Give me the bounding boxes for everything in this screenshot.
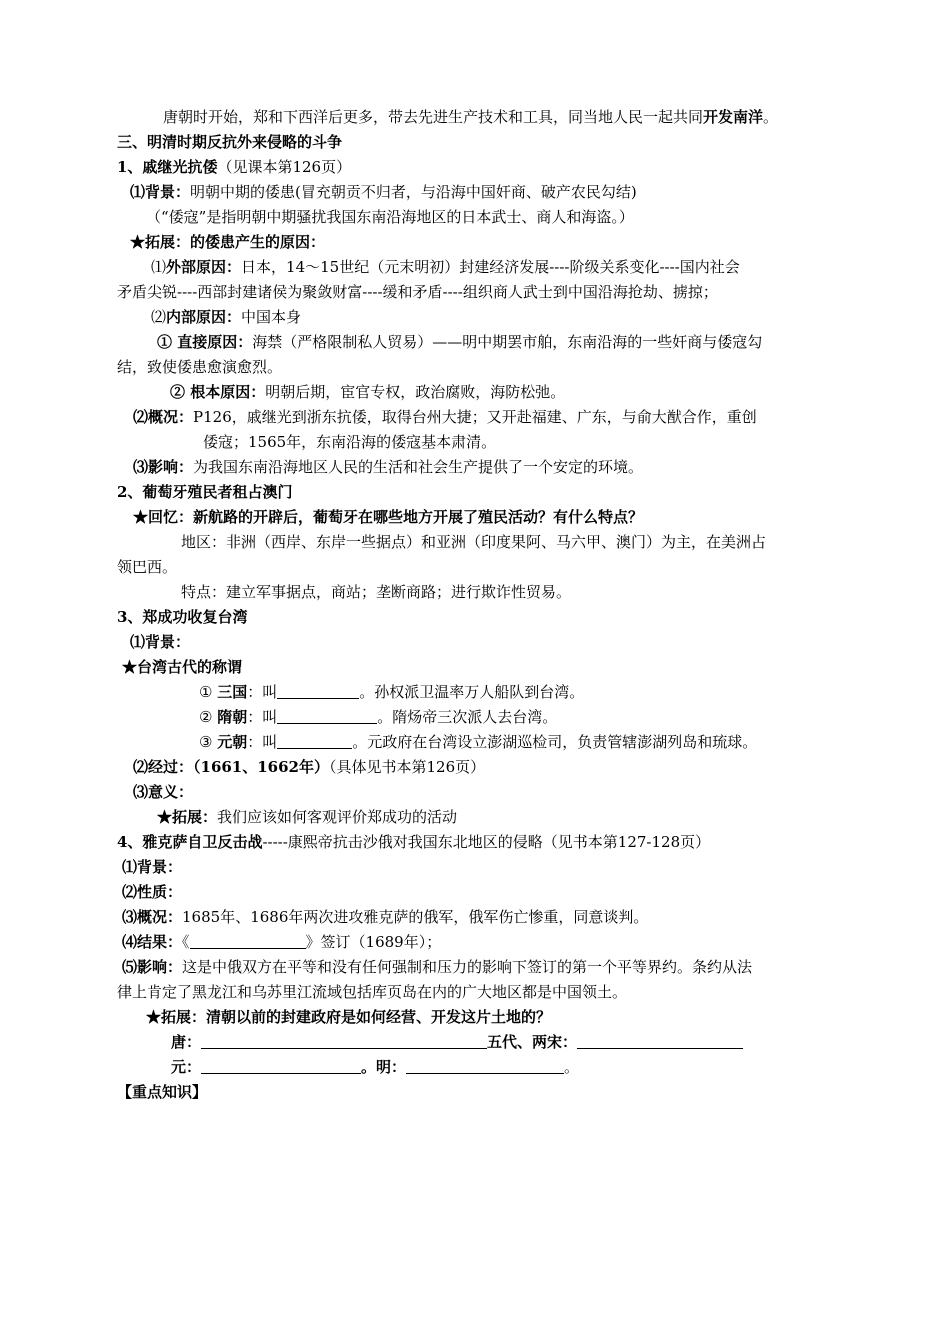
label: 内部原因： [166, 308, 242, 326]
answer-blank[interactable] [201, 1058, 361, 1074]
line-wokou-definition: （“倭寇”是指明朝中期骚扰我国东南沿海地区的日本武士、商人和海盗。） [146, 208, 634, 226]
text: 》签订（1689年）； [305, 933, 442, 951]
line-background-4: ⑴背景： [122, 858, 183, 876]
note: （具体见书本第126页） [329, 758, 486, 776]
text: 我们应该如何客观评价郑成功的活动 [217, 808, 458, 826]
label: ⑶影响： [133, 458, 194, 476]
label: ⑶概况： [122, 908, 183, 926]
line-external-cause [151, 257, 740, 277]
line-overview [133, 407, 757, 427]
label: 元： [171, 1058, 202, 1076]
label: ★拓展： [157, 808, 218, 826]
line-significance: ⑶意义： [133, 783, 194, 801]
text: 日本，14～15世纪（元末明初）封建经济发展----阶级关系变化----国内社会 [241, 258, 740, 276]
label: ⑵经过：（1661、1662年） [133, 758, 329, 776]
label: 三国 [217, 683, 248, 701]
text: 中国本身 [241, 308, 302, 326]
key-knowledge-heading: 【重点知识】 [117, 1083, 208, 1101]
line-direct-cause-cont: 结，致使倭患愈演愈烈。 [117, 358, 283, 376]
treaty-blank[interactable] [190, 933, 306, 949]
line-regions: 地区：非洲（西岸、东岸一些据点）和亚洲（印度果阿、马六甲、澳门）为主，在美洲占 [181, 533, 767, 551]
line-impact [133, 457, 643, 477]
label: ⑴背景： [130, 183, 191, 201]
answer-blank[interactable] [201, 1033, 487, 1049]
text: -----康熙帝抗击沙俄对我国东北地区的侵略（见书本第127-128页） [262, 833, 711, 851]
text: ：叫 [247, 708, 278, 726]
text: 唐朝时开始，郑和下西洋后更多，带去先进生产技术和工具，同当地人民一起共同 [163, 108, 704, 126]
text: P126，戚继光到浙东抗倭，取得台州大捷；又开赴福建、广东，与俞大猷合作，重创 [193, 408, 757, 426]
answer-blank[interactable] [277, 708, 377, 724]
line-regions-cont: 领巴西。 [117, 558, 178, 576]
label: 。明： [361, 1058, 407, 1076]
answer-blank[interactable] [277, 733, 352, 749]
text: ：叫 [247, 733, 278, 751]
extension-heading: ★拓展：的倭患产生的原因： [130, 233, 326, 251]
topic-heading-1 [117, 157, 351, 177]
label: ⑷结果： [122, 933, 183, 951]
text: 。 [564, 1058, 580, 1076]
line-tang-songs [171, 1032, 743, 1052]
line-root-cause [170, 382, 565, 402]
text: 。孙权派卫温率万人船队到台湾。 [359, 683, 585, 701]
text: 。 [763, 108, 779, 126]
line-direct-cause [157, 332, 762, 352]
text: 。隋炀帝三次派人去台湾。 [377, 708, 558, 726]
line-extension-zheng [157, 807, 457, 827]
line-nature: ⑵性质： [122, 883, 183, 901]
index: ① [199, 683, 218, 701]
index: ② [199, 708, 218, 726]
extension-question-4: ★拓展：清朝以前的封建政府是如何经营、开发这片土地的？ [146, 1008, 552, 1026]
line-overview-4 [122, 907, 648, 927]
line-impact-4 [122, 957, 752, 977]
line-background [130, 182, 637, 202]
keyword: 开发南洋 [703, 108, 764, 126]
line-result [122, 932, 441, 952]
note: （见课本第126页） [217, 158, 352, 176]
answer-blank[interactable] [577, 1033, 743, 1049]
text: 为我国东南沿海地区人民的生活和社会生产提供了一个安定的环境。 [193, 458, 644, 476]
label: 隋朝 [217, 708, 248, 726]
text: 1685年、1686年两次进攻雅克萨的俄军，俄军伤亡惨重，同意谈判。 [182, 908, 649, 926]
line-yuan-dynasty [199, 732, 757, 752]
answer-blank[interactable] [406, 1058, 564, 1074]
line-internal-cause [151, 307, 301, 327]
line-overview-cont: 倭寇；1565年，东南沿海的倭寇基本肃清。 [203, 433, 497, 451]
line-three-kingdoms [199, 682, 584, 702]
section-heading-3: 三、明清时期反抗外来侵略的斗争 [117, 133, 343, 151]
text: 。元政府在台湾设立澎湖巡检司，负责管辖澎湖列岛和琉球。 [352, 733, 758, 751]
line-sui-dynasty [199, 707, 557, 727]
topic-heading-3: 3、郑成功收复台湾 [117, 608, 248, 626]
recall-question: ★回忆：新航路的开辟后，葡萄牙在哪些地方开展了殖民活动？有什么特点？ [133, 508, 644, 526]
text: 明朝后期，宦官专权，政治腐败，海防松弛。 [265, 383, 566, 401]
text: 海禁（严格限制私人贸易）——明中期罢市舶，东南沿海的一些奸商与倭寇勾 [252, 333, 763, 351]
line-external-cause-cont: 矛盾尖锐----西部封建诸侯为聚敛财富----缓和矛盾----组织商人武士到中国沿海抢劫、掳掠； [117, 283, 718, 301]
label: ② 根本原因： [170, 383, 266, 401]
label: ⑸影响： [122, 958, 183, 976]
line-yuan-ming [171, 1057, 579, 1077]
index: ⑴ [151, 258, 167, 276]
index: ③ [199, 733, 218, 751]
taiwan-names-heading: ★台湾古代的称谓 [122, 658, 243, 676]
topic-heading-2: 2、葡萄牙殖民者租占澳门 [117, 483, 293, 501]
line-process [133, 757, 485, 777]
index: ⑵ [151, 308, 167, 326]
line-background-3: ⑴背景： [130, 633, 191, 651]
label: 元朝 [217, 733, 248, 751]
line-impact-4-cont: 律上肯定了黑龙江和乌苏里江流域包括库页岛在内的广大地区都是中国领土。 [117, 983, 628, 1001]
heading: 1、戚继光抗倭 [117, 158, 218, 176]
text: 《 [182, 933, 190, 951]
answer-blank[interactable] [277, 683, 359, 699]
text: 这是中俄双方在平等和没有任何强制和压力的影响下签订的第一个平等界约。条约从法 [182, 958, 753, 976]
label: 五代、两宋： [487, 1033, 578, 1051]
line-features: 特点：建立军事据点，商站；垄断商路；进行欺诈性贸易。 [181, 583, 572, 601]
label: 唐： [171, 1033, 202, 1051]
line-nanyang [163, 107, 778, 127]
label: ⑵概况： [133, 408, 194, 426]
heading: 4、雅克萨自卫反击战 [117, 833, 263, 851]
label: 外部原因： [166, 258, 242, 276]
topic-heading-4 [117, 832, 710, 852]
text: ：叫 [247, 683, 278, 701]
text: 明朝中期的倭患(冒充朝贡不归者，与沿海中国奸商、破产农民勾结) [190, 183, 637, 201]
label: ① 直接原因： [157, 333, 253, 351]
